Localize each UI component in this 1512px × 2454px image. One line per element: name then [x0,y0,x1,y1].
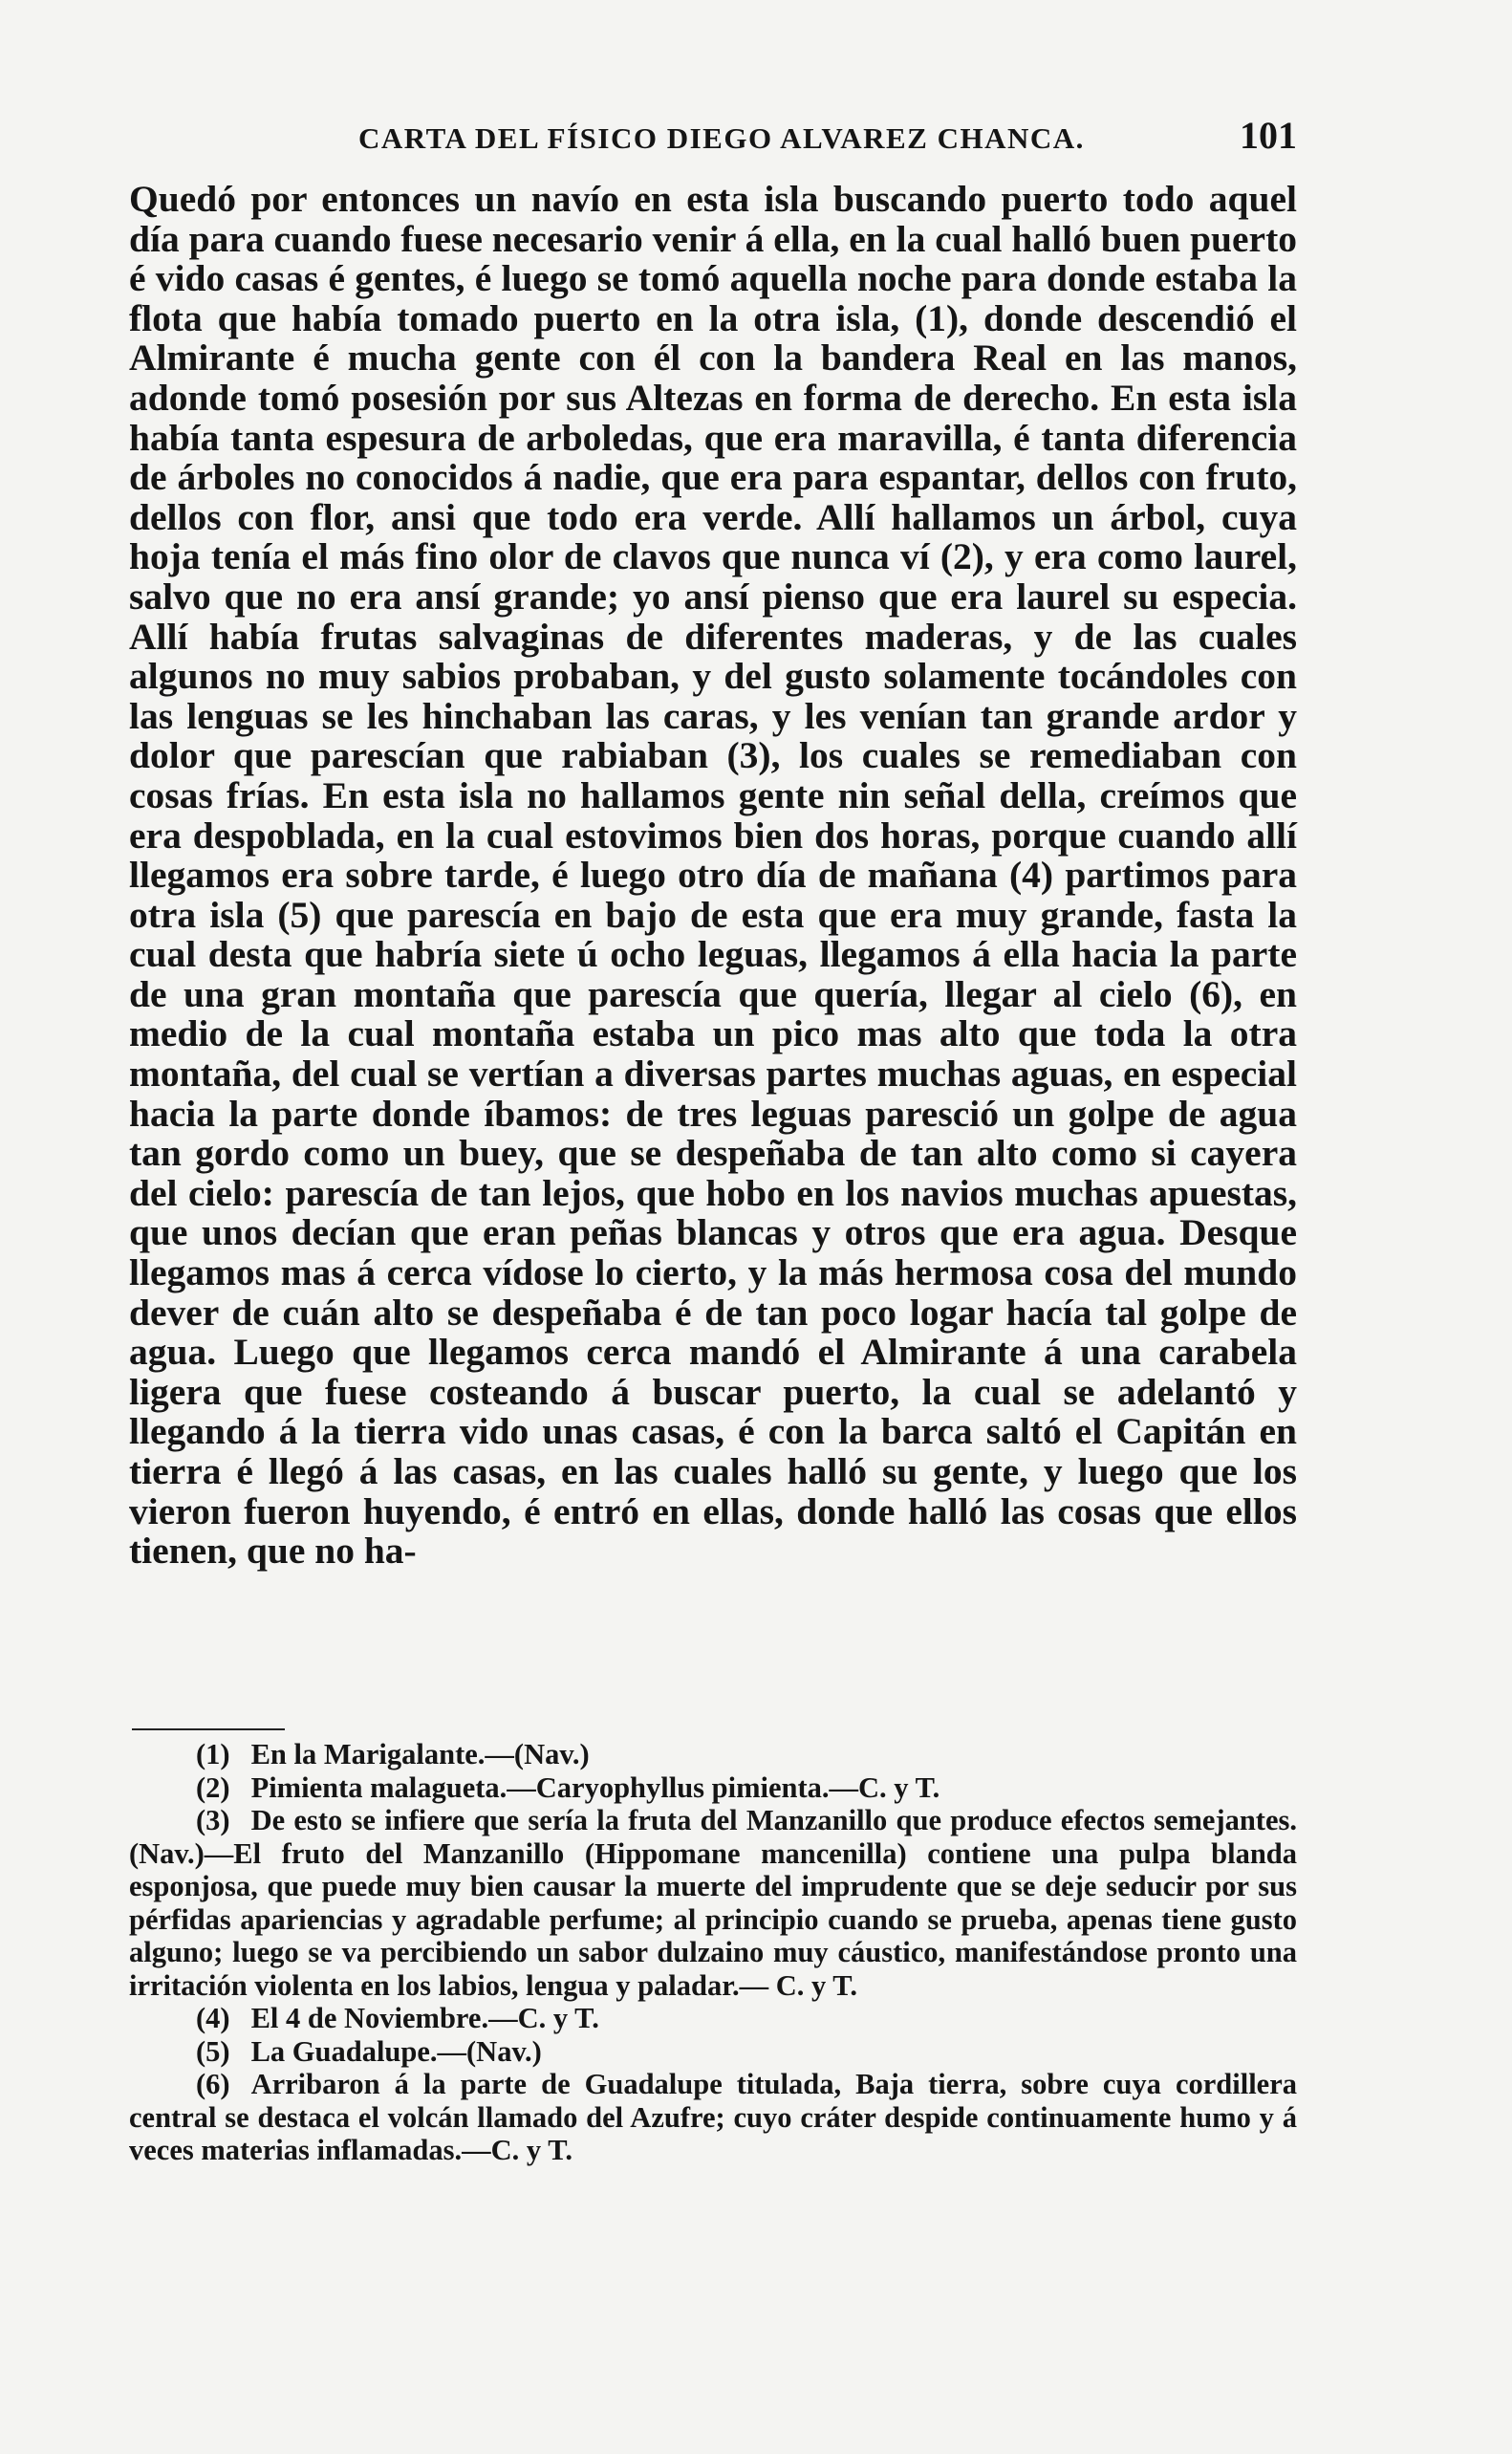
footnote-number: (5) [196,2034,230,2068]
footnote-text: El 4 de Noviembre.—C. y T. [250,2002,599,2034]
footnote [129,1738,1297,1771]
footnote-text: La Guadalupe.—(Nav.) [250,2034,542,2068]
footnote-number: (3) [196,1804,230,1836]
footnote [129,2002,1297,2035]
main-paragraph: Quedó por entonces un navío en esta isla buscando puerto todo aquel día para cuando fuese necesario venir á ella, en la cual halló buen puerto é vido casas é gentes, é luego se tomó aquella noche para donde estaba la flota que había tomado puerto en la otra isla, (1), donde descendió el Almirante é mucha gente con él con la bandera Real en las manos, adonde tomó posesión por sus Altezas en forma de derecho. En esta isla había tanta espesura de arboledas, que era maravilla, é tanta diferencia de árboles no conocidos á nadie, que era para espantar, dellos con fruto, dellos con flor, ansi que todo era verde. Allí hallamos un árbol, cuya hoja tenía el más fino olor de clavos que nunca ví (2), y era como laurel, salvo que no era ansí grande; yo ansí pienso que era laurel su especia. Allí había frutas salvaginas de diferentes maderas, y de las cuales algunos no muy sabios probaban, y del gusto solamente tocándoles con las lenguas se les hinchaban las caras, y les venían tan grande ardor y dolor que parescían que rabiaban (3), los cuales se remediaban con cosas frías. En esta isla no hallamos gente nin señal della, creímos que era despoblada, en la cual estovimos bien dos horas, porque cuando allí llegamos era sobre tarde, é luego otro día de mañana (4) partimos para otra isla (5) que parescía en bajo de esta que era muy grande, fasta la cual desta que habría siete ú ocho leguas, llegamos á ella hacia la parte de una gran montaña que parescía que quería, llegar al cielo (6), en medio de la cual montaña estaba un pico mas alto que toda la otra montaña, del cual se vertían a diversas partes muchas aguas, en especial hacia la parte donde íbamos: de tres leguas paresció un golpe de agua tan gordo como un buey, que se despeñaba de tan alto como si cayera del cielo: parescía de tan lejos, que hobo en los navios muchas apuestas, que unos decían que eran peñas blancas y otros que era agua. Desque llegamos mas á cerca vídose lo cierto, y la más hermosa cosa del mundo dever de cuán alto se despeñaba é de tan poco logar hacía tal golpe de agua. Luego que llegamos cerca mandó el Almirante á una carabela ligera que fuese costeando á buscar puerto, la cual se adelantó y llegando á la tierra vido unas casas, é con la barca saltó el Capitán en tierra é llegó á las casas, en las cuales halló su gente, y luego que los vieron fueron huyendo, é entró en ellas, donde halló las cosas que ellos tienen, que no ha- [129,178,1297,1573]
footnote-number: (4) [196,2002,230,2034]
footnote-text: Pimienta malagueta.—Caryophyllus pimienta.—C. y T. [250,1770,940,1804]
footnote [129,1804,1297,2002]
running-head: CARTA DEL FÍSICO DIEGO ALVAREZ CHANCA. [358,121,1085,155]
footnote-divider [132,1728,285,1730]
footnote-number: (2) [196,1770,230,1804]
footnote [129,2035,1297,2069]
footnote-text: En la Marigalante.—(Nav.) [250,1738,590,1770]
footnotes [129,1738,1297,2167]
footnote-text: Arribaron á la parte de Guadalupe titulada, Baja tierra, sobre cuya cordillera central se destaca el volcán llamado del Azufre; cuyo cráter despide continuamente humo y á veces materias inflamadas.—C. y T. [129,2068,1297,2166]
page-number: 101 [1240,114,1297,157]
footnote-number: (1) [196,1738,230,1770]
footnote-text: De esto se infiere que sería la fruta del Manzanillo que produce efectos semejantes. (Nav.)—El fruto del Manzanillo (Hippomane mancenilla) contiene una pulpa blanda esponjosa, que puede muy bien causar la muerte del imprudente que se deje seducir por sus pérfidas apariencias y agradable perfume; al principio cuando se prueba, apenas tiene gusto alguno; luego se va percibiendo un sabor dulzaino muy cáustico, manifestándose pronto una irritación violenta en los labios, lengua y paladar.— C. y T. [129,1804,1297,2002]
footnote-number: (6) [196,2068,230,2100]
footnote [129,2068,1297,2167]
footnote [129,1771,1297,1805]
page-header [129,113,1297,158]
